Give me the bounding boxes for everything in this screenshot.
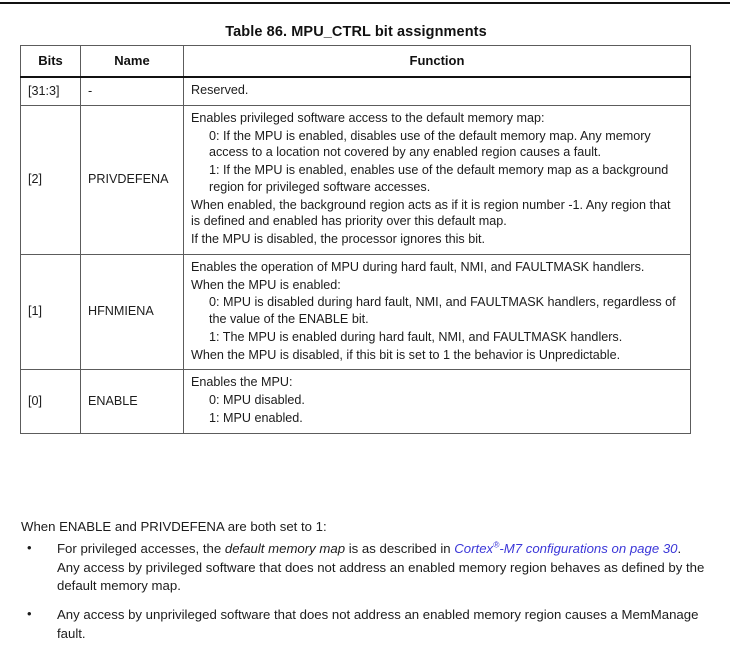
function-paragraph: When the MPU is enabled:: [191, 277, 341, 292]
plain-text: For privileged accesses, the: [57, 541, 225, 556]
table-row: [21, 106, 691, 255]
cell-bits: [1]: [21, 254, 81, 369]
plain-text: . Any access by privileged software that does not address an enabled memory region behaves as defined by the default memory map.: [57, 541, 705, 594]
bullet-icon: •: [27, 606, 32, 622]
plain-text: is as described in: [345, 541, 455, 556]
cell-bits: [0]: [21, 370, 81, 433]
function-option-line: 1: MPU enabled.: [209, 410, 303, 425]
function-paragraph: Reserved.: [191, 83, 249, 98]
column-header-bits: Bits: [21, 46, 81, 78]
column-header-name: Name: [81, 46, 184, 78]
plain-text: Any access by unprivileged software that does not address an enabled memory region causes a MemManage fault.: [57, 607, 699, 641]
function-option-line: 1: If the MPU is enabled, enables use of the default memory map as a background region for privileged software accesses.: [209, 163, 669, 194]
table-header: [21, 46, 691, 78]
function-option-line: 0: If the MPU is enabled, disables use of the default memory map. Any memory access to a location not covered by any enabled region causes a fault.: [209, 128, 651, 160]
function-paragraph: Enables privileged software access to the default memory map:: [191, 111, 545, 126]
emphasized-text: default memory map: [224, 541, 346, 556]
list-item: [21, 606, 705, 643]
list-item: [21, 540, 705, 596]
cross-reference-link[interactable]: [454, 541, 677, 556]
bullet-list: [21, 540, 705, 654]
bullet-icon: •: [27, 540, 32, 555]
body-intro-text: When ENABLE and PRIVDEFENA are both set to 1:: [21, 519, 327, 534]
cell-bits: [2]: [21, 106, 81, 255]
cell-name: PRIVDEFENA: [81, 106, 184, 255]
table-caption: Table 86. MPU_CTRL bit assignments: [225, 24, 487, 40]
cell-function: [184, 106, 691, 255]
cell-bits: [31:3]: [21, 77, 81, 105]
table-body: [21, 77, 691, 433]
function-paragraph: If the MPU is disabled, the processor ignores this bit.: [191, 232, 485, 247]
function-option-line: 1: The MPU is enabled during hard fault, NMI, and FAULTMASK handlers.: [209, 329, 623, 344]
column-header-function: Function: [184, 46, 691, 78]
cell-name: ENABLE: [81, 370, 184, 433]
table-row: [21, 77, 691, 105]
table-row: [21, 254, 691, 369]
function-paragraph: Enables the operation of MPU during hard fault, NMI, and FAULTMASK handlers.: [191, 259, 645, 274]
table-row: [21, 370, 691, 433]
cell-name: HFNMIENA: [81, 254, 184, 369]
function-paragraph: When enabled, the background region acts as if it is region number -1. Any region that is defined and enabled has priority over this default map.: [191, 197, 671, 229]
cell-function: [184, 370, 691, 433]
cross-reference-label: Cortex: [454, 541, 494, 556]
function-paragraph: Enables the MPU:: [191, 375, 293, 390]
list-item-text: [57, 607, 698, 641]
cell-function: [184, 77, 691, 105]
cell-name: -: [81, 77, 184, 105]
table-header-row: [21, 46, 691, 78]
function-option-line: 0: MPU is disabled during hard fault, NMI, and FAULTMASK handlers, regardless of the value of the ENABLE bit.: [209, 295, 676, 327]
function-option-line: 0: MPU disabled.: [209, 393, 305, 408]
cross-reference-target: -M7 configurations on page 30: [499, 541, 678, 556]
registered-trademark-icon: ®: [493, 539, 500, 550]
mpu-ctrl-bit-assignments-table: [20, 45, 691, 434]
list-item-text: [57, 541, 704, 593]
cell-function: [184, 254, 691, 369]
function-paragraph: When the MPU is disabled, if this bit is set to 1 the behavior is Unpredictable.: [191, 347, 621, 362]
page-top-rule: [0, 2, 730, 4]
